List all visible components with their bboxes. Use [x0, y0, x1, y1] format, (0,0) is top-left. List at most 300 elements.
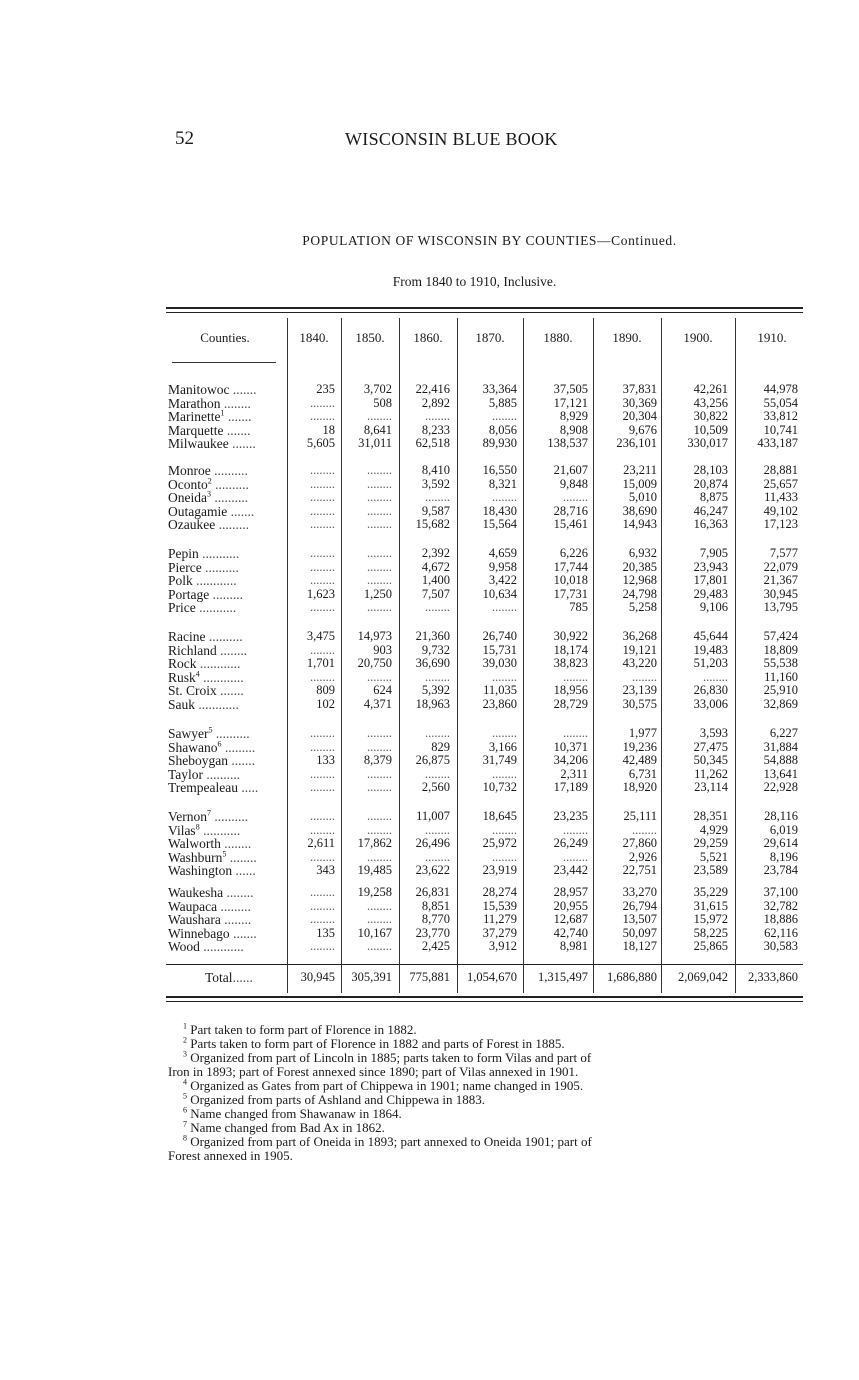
- empty-cell-dots: ........: [367, 573, 392, 588]
- empty-cell-dots: ........: [425, 822, 450, 837]
- cell-value: 15,461: [553, 517, 588, 532]
- cell-value: 18,886: [763, 912, 798, 927]
- cell-value: 11,262: [694, 766, 728, 781]
- cell-value: 2,311: [560, 766, 588, 781]
- cell-value: 23,784: [763, 863, 798, 878]
- empty-cell-dots: ........: [367, 939, 392, 954]
- header-counties: Counties.: [200, 330, 250, 345]
- cell-value: 508: [373, 395, 392, 410]
- empty-cell-dots: ........: [425, 669, 450, 684]
- cell-value: 18,430: [482, 503, 517, 518]
- cell-value: 32,869: [763, 697, 798, 711]
- cell-value: 2,560: [421, 780, 450, 795]
- cell-value: 15,009: [622, 476, 657, 491]
- cell-value: 23,770: [415, 925, 450, 940]
- empty-cell-dots: ........: [492, 726, 517, 740]
- cell-value: 42,261: [693, 382, 728, 396]
- cell-value: 26,831: [415, 885, 450, 899]
- cell-value: 36,690: [415, 656, 450, 671]
- empty-cell-dots: ........: [563, 822, 588, 837]
- cell-value: 22,751: [622, 863, 657, 878]
- empty-cell-dots: ........: [310, 409, 335, 424]
- cell-value: 28,274: [482, 885, 517, 899]
- cell-value: 37,100: [763, 885, 798, 899]
- cell-value: 3,592: [421, 476, 450, 491]
- total-value: 1,686,880: [607, 970, 657, 984]
- empty-cell-dots: ........: [425, 849, 450, 864]
- cell-value: 23,943: [693, 559, 728, 574]
- header-year: 1850.: [355, 330, 385, 345]
- cell-value: 7,577: [769, 546, 798, 560]
- county-name: Marathon ........: [168, 395, 251, 411]
- cell-value: 8,851: [421, 898, 450, 913]
- empty-cell-dots: ........: [367, 559, 392, 574]
- cell-value: 19,258: [357, 885, 392, 899]
- cell-value: 236,101: [616, 436, 657, 451]
- cell-value: 433,187: [757, 436, 798, 451]
- cell-value: 7,905: [699, 546, 728, 560]
- cell-value: 2,425: [421, 939, 450, 954]
- empty-cell-dots: ........: [310, 503, 335, 518]
- cell-value: 17,801: [693, 573, 728, 588]
- cell-value: 30,945: [763, 586, 798, 601]
- cell-value: 6,731: [628, 766, 657, 781]
- cell-value: 6,227: [769, 726, 798, 740]
- cell-value: 4,929: [699, 822, 728, 837]
- county-name: Walworth ........: [168, 836, 252, 852]
- cell-value: 10,018: [553, 573, 588, 588]
- cell-value: 21,607: [553, 463, 588, 477]
- cell-value: 30,369: [622, 395, 657, 410]
- cell-value: 54,888: [763, 753, 798, 768]
- county-name: Wood ............: [168, 939, 244, 955]
- cell-value: 785: [569, 600, 588, 615]
- cell-value: 4,371: [363, 697, 392, 711]
- cell-value: 135: [316, 925, 335, 940]
- header-year: 1910.: [757, 330, 787, 345]
- cell-value: 30,822: [693, 409, 728, 424]
- cell-value: 5,885: [488, 395, 517, 410]
- cell-value: 8,379: [363, 753, 392, 768]
- cell-value: 35,229: [693, 885, 728, 899]
- cell-value: 1,977: [628, 726, 657, 740]
- cell-value: 29,483: [693, 586, 728, 601]
- cell-value: 10,741: [763, 422, 798, 437]
- cell-value: 22,079: [763, 559, 798, 574]
- footnote: $^5$ Organized from parts of Ashland and Chippewa in 1883.: [183, 1091, 485, 1107]
- empty-cell-dots: ........: [310, 669, 335, 684]
- cell-value: 6,932: [628, 546, 657, 560]
- county-name: Rock ............: [168, 656, 241, 672]
- cell-value: 28,351: [693, 809, 728, 823]
- cell-value: 9,848: [559, 476, 588, 491]
- cell-value: 33,270: [622, 885, 657, 899]
- cell-value: 17,121: [553, 395, 588, 410]
- empty-cell-dots: ........: [367, 739, 392, 754]
- county-name: Shawano$^6$ .........: [168, 739, 256, 755]
- cell-value: 17,731: [553, 586, 588, 601]
- cell-value: 8,875: [699, 490, 728, 505]
- empty-cell-dots: ........: [492, 669, 517, 684]
- cell-value: 30,922: [553, 629, 588, 643]
- cell-value: 25,972: [482, 836, 517, 851]
- cell-value: 19,483: [693, 642, 728, 657]
- cell-value: 32,782: [763, 898, 798, 913]
- cell-value: 19,121: [622, 642, 657, 657]
- cell-value: 23,235: [553, 809, 588, 823]
- footnote: $^4$ Organized as Gates from part of Chippewa in 1901; name changed in 1905.: [183, 1077, 584, 1093]
- county-name: Trempealeau .....: [168, 780, 259, 796]
- cell-value: 28,716: [553, 503, 588, 518]
- cell-value: 26,496: [415, 836, 450, 851]
- cell-value: 24,798: [622, 586, 657, 601]
- cell-value: 58,225: [693, 925, 728, 940]
- cell-value: 1,701: [306, 656, 335, 671]
- cell-value: 15,972: [693, 912, 728, 927]
- cell-value: 10,509: [693, 422, 728, 437]
- cell-value: 8,770: [421, 912, 450, 927]
- empty-cell-dots: ........: [563, 726, 588, 740]
- cell-value: 31,884: [763, 739, 798, 754]
- empty-cell-dots: ........: [310, 912, 335, 927]
- cell-value: 17,744: [553, 559, 588, 574]
- cell-value: 31,749: [482, 753, 517, 768]
- empty-cell-dots: ........: [310, 766, 335, 781]
- empty-cell-dots: ........: [367, 726, 392, 740]
- top-rule: [166, 312, 803, 313]
- cell-value: 50,097: [622, 925, 657, 940]
- cell-value: 33,812: [763, 409, 798, 424]
- cell-value: 13,641: [763, 766, 798, 781]
- county-name: Oconto$^2$ ..........: [168, 476, 249, 492]
- empty-cell-dots: ........: [367, 809, 392, 823]
- empty-cell-dots: ........: [367, 463, 392, 477]
- empty-cell-dots: ........: [367, 849, 392, 864]
- empty-cell-dots: ........: [367, 898, 392, 913]
- county-name: Marquette .......: [168, 422, 251, 438]
- cell-value: 33,006: [693, 697, 728, 711]
- county-name: Vernon$^7$ ..........: [168, 808, 249, 824]
- cell-value: 23,211: [623, 463, 657, 477]
- county-name: Racine ..........: [168, 629, 243, 644]
- empty-cell-dots: ........: [367, 546, 392, 560]
- empty-cell-dots: ........: [310, 573, 335, 588]
- cell-value: 19,236: [622, 739, 657, 754]
- cell-value: 9,732: [421, 642, 450, 657]
- total-value: 775,881: [409, 970, 450, 984]
- cell-value: 34,206: [553, 753, 588, 768]
- county-name: Sawyer$^5$ ..........: [168, 725, 250, 741]
- cell-value: 42,740: [553, 925, 588, 940]
- county-name: Waupaca .........: [168, 898, 251, 914]
- empty-cell-dots: ........: [367, 490, 392, 505]
- cell-value: 36,268: [622, 629, 657, 643]
- cell-value: 11,433: [764, 490, 798, 505]
- empty-cell-dots: ........: [367, 409, 392, 424]
- cell-value: 29,259: [693, 836, 728, 851]
- cell-value: 4,659: [488, 546, 517, 560]
- cell-value: 343: [316, 863, 335, 878]
- cell-value: 4,672: [421, 559, 450, 574]
- county-name: Oneida$^3$ ..........: [168, 489, 249, 506]
- total-value: 305,391: [351, 970, 392, 984]
- cell-value: 26,249: [553, 836, 588, 851]
- cell-value: 38,690: [622, 503, 657, 518]
- cell-value: 15,564: [482, 517, 517, 532]
- empty-cell-dots: ........: [310, 490, 335, 505]
- cell-value: 37,279: [482, 925, 517, 940]
- cell-value: 28,116: [764, 809, 798, 823]
- cell-value: 28,957: [553, 885, 588, 899]
- header-year: 1900.: [683, 330, 713, 345]
- cell-value: 23,622: [415, 863, 450, 878]
- footnote: $^8$ Organized from part of Oneida in 1893; part annexed to Oneida 1901; part of: [183, 1133, 592, 1149]
- cell-value: 25,657: [763, 476, 798, 491]
- cell-value: 39,030: [482, 656, 517, 671]
- county-name: Waushara ........: [168, 912, 252, 928]
- cell-value: 43,220: [622, 656, 657, 671]
- empty-cell-dots: ........: [310, 939, 335, 954]
- cell-value: 19,485: [357, 863, 392, 878]
- cell-value: 18,174: [553, 642, 588, 657]
- cell-value: 1,400: [421, 573, 450, 588]
- cell-value: 138,537: [547, 436, 588, 451]
- empty-cell-dots: ........: [310, 849, 335, 864]
- cell-value: 28,103: [693, 463, 728, 477]
- county-name: Sheboygan .......: [168, 753, 255, 769]
- cell-value: 15,682: [415, 517, 450, 532]
- bottom-rule: [166, 1001, 803, 1002]
- cell-value: 49,102: [763, 503, 798, 518]
- cell-value: 12,687: [553, 912, 588, 927]
- cell-value: 2,892: [421, 395, 450, 410]
- cell-value: 62,116: [764, 925, 798, 940]
- cell-value: 9,676: [628, 422, 657, 437]
- empty-cell-dots: ........: [492, 600, 517, 615]
- cell-value: 10,167: [357, 925, 392, 940]
- cell-value: 2,611: [307, 836, 335, 851]
- county-name: Waukesha ........: [168, 885, 254, 900]
- empty-cell-dots: ........: [310, 395, 335, 410]
- empty-cell-dots: ........: [310, 809, 335, 823]
- cell-value: 8,410: [421, 463, 450, 477]
- empty-cell-dots: ........: [367, 822, 392, 837]
- cell-value: 89,930: [482, 436, 517, 451]
- empty-cell-dots: ........: [492, 766, 517, 781]
- total-value: 2,069,042: [678, 970, 728, 984]
- cell-value: 3,702: [363, 382, 392, 396]
- cell-value: 30,575: [622, 697, 657, 711]
- empty-cell-dots: ........: [367, 476, 392, 491]
- cell-value: 18,963: [415, 697, 450, 711]
- county-name: Portage .........: [168, 586, 243, 602]
- cell-value: 22,416: [415, 382, 450, 396]
- cell-value: 624: [373, 683, 392, 698]
- cell-value: 18,127: [622, 939, 657, 954]
- empty-cell-dots: ........: [310, 463, 335, 477]
- empty-cell-dots: ........: [492, 490, 517, 505]
- county-name: Monroe ..........: [168, 463, 248, 478]
- county-name: Price ...........: [168, 600, 237, 616]
- empty-cell-dots: ........: [310, 476, 335, 491]
- cell-value: 8,196: [769, 849, 798, 864]
- empty-cell-dots: ........: [703, 669, 728, 684]
- cell-value: 27,475: [693, 739, 728, 754]
- header-year: 1880.: [543, 330, 573, 345]
- footnote-continuation: Forest annexed in 1905.: [168, 1148, 293, 1163]
- cell-value: 55,054: [763, 395, 798, 410]
- cell-value: 18: [322, 422, 335, 437]
- empty-cell-dots: ........: [425, 600, 450, 615]
- county-name: Washington ......: [168, 863, 256, 879]
- empty-cell-dots: ........: [563, 669, 588, 684]
- cell-value: 25,910: [763, 683, 798, 698]
- cell-value: 6,019: [769, 822, 798, 837]
- cell-value: 30,583: [763, 939, 798, 954]
- cell-value: 330,017: [687, 436, 728, 451]
- empty-cell-dots: ........: [632, 669, 657, 684]
- cell-value: 10,732: [482, 780, 517, 795]
- empty-cell-dots: ........: [367, 766, 392, 781]
- cell-value: 25,111: [623, 809, 657, 823]
- cell-value: 18,956: [553, 683, 588, 698]
- cell-value: 23,114: [694, 780, 728, 795]
- cell-value: 10,634: [482, 586, 517, 601]
- cell-value: 44,978: [763, 382, 798, 396]
- cell-value: 33,364: [482, 382, 517, 396]
- county-name: Ozaukee .........: [168, 517, 249, 533]
- empty-cell-dots: ........: [310, 822, 335, 837]
- county-name: Polk ............: [168, 573, 237, 589]
- empty-cell-dots: ........: [310, 885, 335, 899]
- cell-value: 8,981: [559, 939, 588, 954]
- cell-value: 11,007: [416, 809, 450, 823]
- cell-value: 26,830: [693, 683, 728, 698]
- empty-cell-dots: ........: [492, 822, 517, 837]
- county-name: Winnebago .......: [168, 925, 257, 941]
- empty-cell-dots: ........: [367, 669, 392, 684]
- cell-value: 17,189: [553, 780, 588, 795]
- county-name: Milwaukee .......: [168, 436, 256, 452]
- cell-value: 9,958: [488, 559, 517, 574]
- cell-value: 11,160: [764, 669, 798, 684]
- cell-value: 11,279: [483, 912, 517, 927]
- cell-value: 14,943: [622, 517, 657, 532]
- footnote: $^6$ Name changed from Shawanaw in 1864.: [183, 1105, 402, 1121]
- cell-value: 18,645: [482, 809, 517, 823]
- footnote: $^2$ Parts taken to form part of Florence in 1882 and parts of Forest in 1885.: [183, 1035, 565, 1051]
- cell-value: 43,256: [693, 395, 728, 410]
- total-label: Total......: [205, 970, 253, 985]
- county-name: Sauk ............: [168, 697, 239, 712]
- cell-value: 11,035: [483, 683, 517, 698]
- county-name: Manitowoc .......: [168, 382, 257, 397]
- cell-value: 13,507: [622, 912, 657, 927]
- header-year: 1860.: [413, 330, 443, 345]
- cell-value: 28,881: [763, 463, 798, 477]
- cell-value: 8,908: [559, 422, 588, 437]
- cell-value: 3,593: [699, 726, 728, 740]
- cell-value: 21,367: [763, 573, 798, 588]
- cell-value: 18,920: [622, 780, 657, 795]
- cell-value: 23,919: [482, 863, 517, 878]
- footnote-continuation: Iron in 1893; part of Forest annexed since 1890; part of Vilas annexed in 1901.: [168, 1064, 579, 1079]
- cell-value: 9,587: [421, 503, 450, 518]
- cell-value: 16,550: [482, 463, 517, 477]
- empty-cell-dots: ........: [310, 739, 335, 754]
- cell-value: 26,740: [482, 629, 517, 643]
- empty-cell-dots: ........: [310, 546, 335, 560]
- cell-value: 5,258: [628, 600, 657, 615]
- cell-value: 8,641: [363, 422, 392, 437]
- empty-cell-dots: ........: [367, 517, 392, 532]
- cell-value: 42,489: [622, 753, 657, 768]
- empty-cell-dots: ........: [367, 600, 392, 615]
- cell-value: 20,385: [622, 559, 657, 574]
- total-value: 1,054,670: [467, 970, 517, 984]
- empty-cell-dots: ........: [425, 726, 450, 740]
- cell-value: 3,166: [488, 739, 517, 754]
- cell-value: 55,538: [763, 656, 798, 671]
- cell-value: 20,874: [693, 476, 728, 491]
- cell-value: 8,929: [559, 409, 588, 424]
- cell-value: 18,809: [763, 642, 798, 657]
- cell-value: 8,056: [488, 422, 517, 437]
- cell-value: 23,860: [482, 697, 517, 711]
- cell-value: 26,875: [415, 753, 450, 768]
- cell-value: 26,794: [622, 898, 657, 913]
- header-year: 1870.: [475, 330, 505, 345]
- cell-value: 51,203: [693, 656, 728, 671]
- cell-value: 8,321: [488, 476, 517, 491]
- cell-value: 10,371: [553, 739, 588, 754]
- cell-value: 3,912: [488, 939, 517, 954]
- empty-cell-dots: ........: [310, 517, 335, 532]
- cell-value: 2,392: [421, 546, 450, 560]
- cell-value: 16,363: [693, 517, 728, 532]
- cell-value: 3,422: [488, 573, 517, 588]
- cell-value: 37,505: [553, 382, 588, 396]
- cell-value: 5,605: [306, 436, 335, 451]
- cell-value: 2,926: [628, 849, 657, 864]
- header-year: 1890.: [612, 330, 642, 345]
- footnote: $^3$ Organized from part of Lincoln in 1885; parts taken to form Vilas and part of: [183, 1049, 592, 1065]
- cell-value: 20,750: [357, 656, 392, 671]
- empty-cell-dots: ........: [563, 490, 588, 505]
- page-number: 52: [175, 128, 194, 149]
- empty-cell-dots: ........: [310, 726, 335, 740]
- cell-value: 27,860: [622, 836, 657, 851]
- cell-value: 57,424: [763, 629, 798, 643]
- cell-value: 12,968: [622, 573, 657, 588]
- cell-value: 31,011: [358, 436, 392, 451]
- total-value: 2,333,860: [748, 970, 798, 984]
- running-head: WISCONSIN BLUE BOOK: [345, 129, 558, 149]
- county-name: Pepin ...........: [168, 546, 240, 561]
- cell-value: 15,731: [482, 642, 517, 657]
- cell-value: 20,304: [622, 409, 657, 424]
- county-name: Marinette$^1$ .......: [168, 408, 252, 425]
- cell-value: 50,345: [693, 753, 728, 768]
- cell-value: 133: [316, 753, 335, 768]
- cell-value: 13,795: [763, 600, 798, 615]
- cell-value: 6,226: [559, 546, 588, 560]
- empty-cell-dots: ........: [367, 912, 392, 927]
- empty-cell-dots: ........: [367, 503, 392, 518]
- county-name: Rusk$^4$ ............: [168, 669, 244, 685]
- cell-value: 20,955: [553, 898, 588, 913]
- cell-value: 903: [373, 642, 392, 657]
